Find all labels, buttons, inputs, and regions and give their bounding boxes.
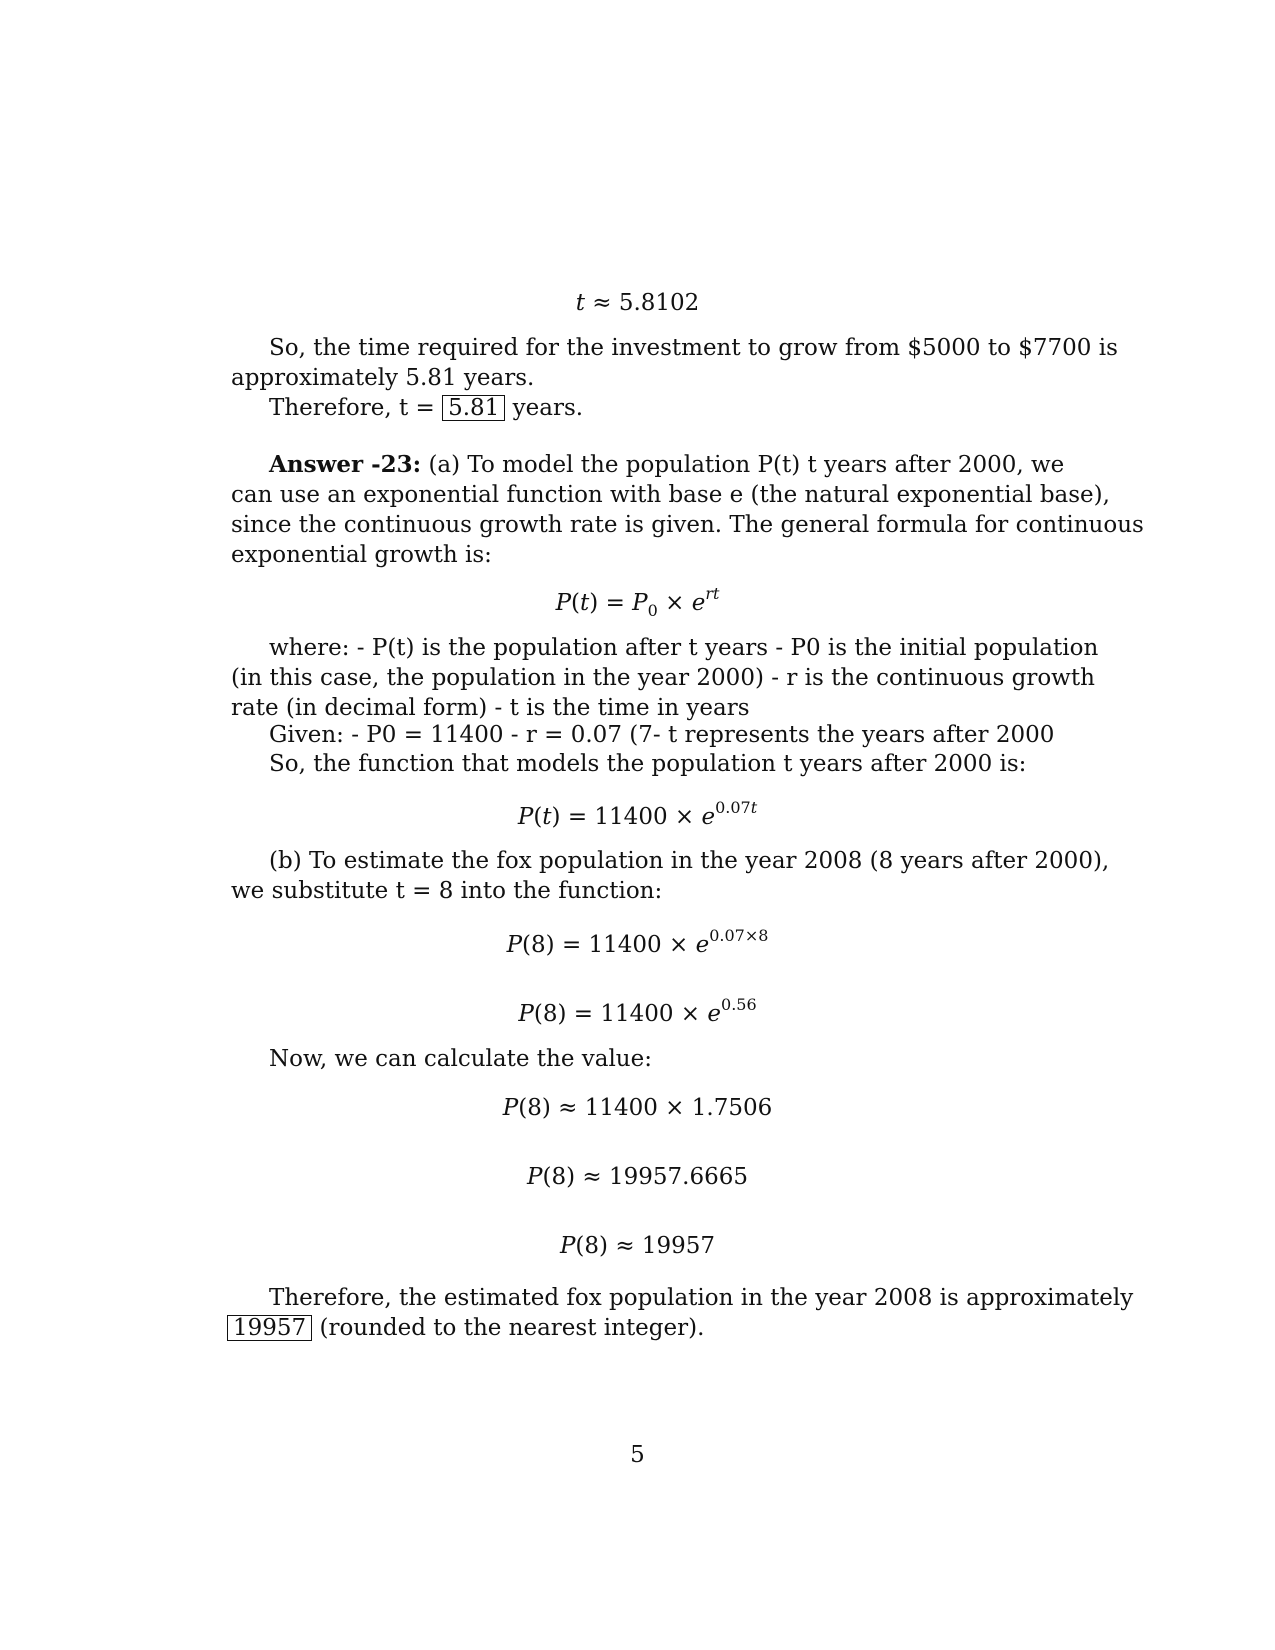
result-line-t: [269, 393, 583, 423]
result-suffix: years.: [512, 395, 584, 421]
paragraph-line: Therefore, the estimated fox population in the year 2008 is approximately: [269, 1285, 1134, 1311]
paragraph-line: where: - P(t) is the population after t years - P0 is the initial population: [269, 635, 1099, 661]
equation-substitution-2: $P(8) = 11400 \times e^{0.56}$: [518, 995, 757, 1027]
answer-intro: (a) To model the population P(t) t years after 2000, we: [428, 452, 1065, 478]
paragraph-answer-23b: [231, 846, 1110, 906]
equation-calculation-2: P(8) ≈ 19957.6665: [527, 1164, 748, 1190]
paragraph-definitions: [231, 633, 1099, 723]
answer-label: Answer -23:: [269, 451, 422, 478]
equation-substitution-1: $P(8) = 11400 \times e^{0.07\times 8}$: [506, 926, 769, 958]
paragraph-line: [231, 450, 1065, 480]
paragraph-line: approximately 5.81 years.: [231, 365, 535, 391]
paragraph-line: exponential growth is:: [231, 542, 492, 568]
calculation-intro: Now, we can calculate the value:: [269, 1046, 652, 1072]
page-number: 5: [630, 1442, 645, 1468]
conclusion-line-2: [227, 1313, 704, 1343]
equation-calculation-3: P(8) ≈ 19957: [559, 1233, 716, 1259]
paragraph-line: can use an exponential function with base e (the natural exponential base),: [231, 482, 1110, 508]
result-prefix: Therefore, t =: [269, 395, 435, 421]
paragraph-line: (b) To estimate the fox population in the year 2008 (8 years after 2000),: [269, 848, 1110, 874]
paragraph-line: since the continuous growth rate is given. The general formula for continuous: [231, 512, 1144, 538]
paragraph-line: we substitute t = 8 into the function:: [231, 878, 663, 904]
equation-general-formula: $P(t) = P_0 \times e^{rt}$: [555, 584, 720, 620]
model-intro-line: So, the function that models the population t years after 2000 is:: [269, 751, 1027, 777]
equation-model: $P(t) = 11400 \times e^{0.07t}$: [517, 798, 758, 830]
paragraph-answer-23a: [231, 450, 1144, 570]
boxed-answer-population: 19957: [227, 1315, 312, 1341]
equation-calculation-1: P(8) ≈ 11400 × 1.7506: [502, 1095, 773, 1121]
conclusion-suffix: (rounded to the nearest integer).: [319, 1315, 705, 1341]
paragraph-line: rate (in decimal form) - t is the time in years: [231, 695, 750, 721]
boxed-answer-t: 5.81: [442, 395, 505, 421]
equation-t-value: t ≈ 5.8102: [575, 290, 700, 316]
paragraph-conclusion: [231, 1283, 1134, 1313]
paragraph-line: So, the time required for the investment to grow from $5000 to $7700 is: [269, 335, 1118, 361]
given-line: Given: - P0 = 11400 - r = 0.07 (7- t represents the years after 2000: [269, 722, 1055, 748]
paragraph-line: (in this case, the population in the year 2000) - r is the continuous growth: [231, 665, 1095, 691]
paragraph-investment-time: [231, 333, 1118, 393]
